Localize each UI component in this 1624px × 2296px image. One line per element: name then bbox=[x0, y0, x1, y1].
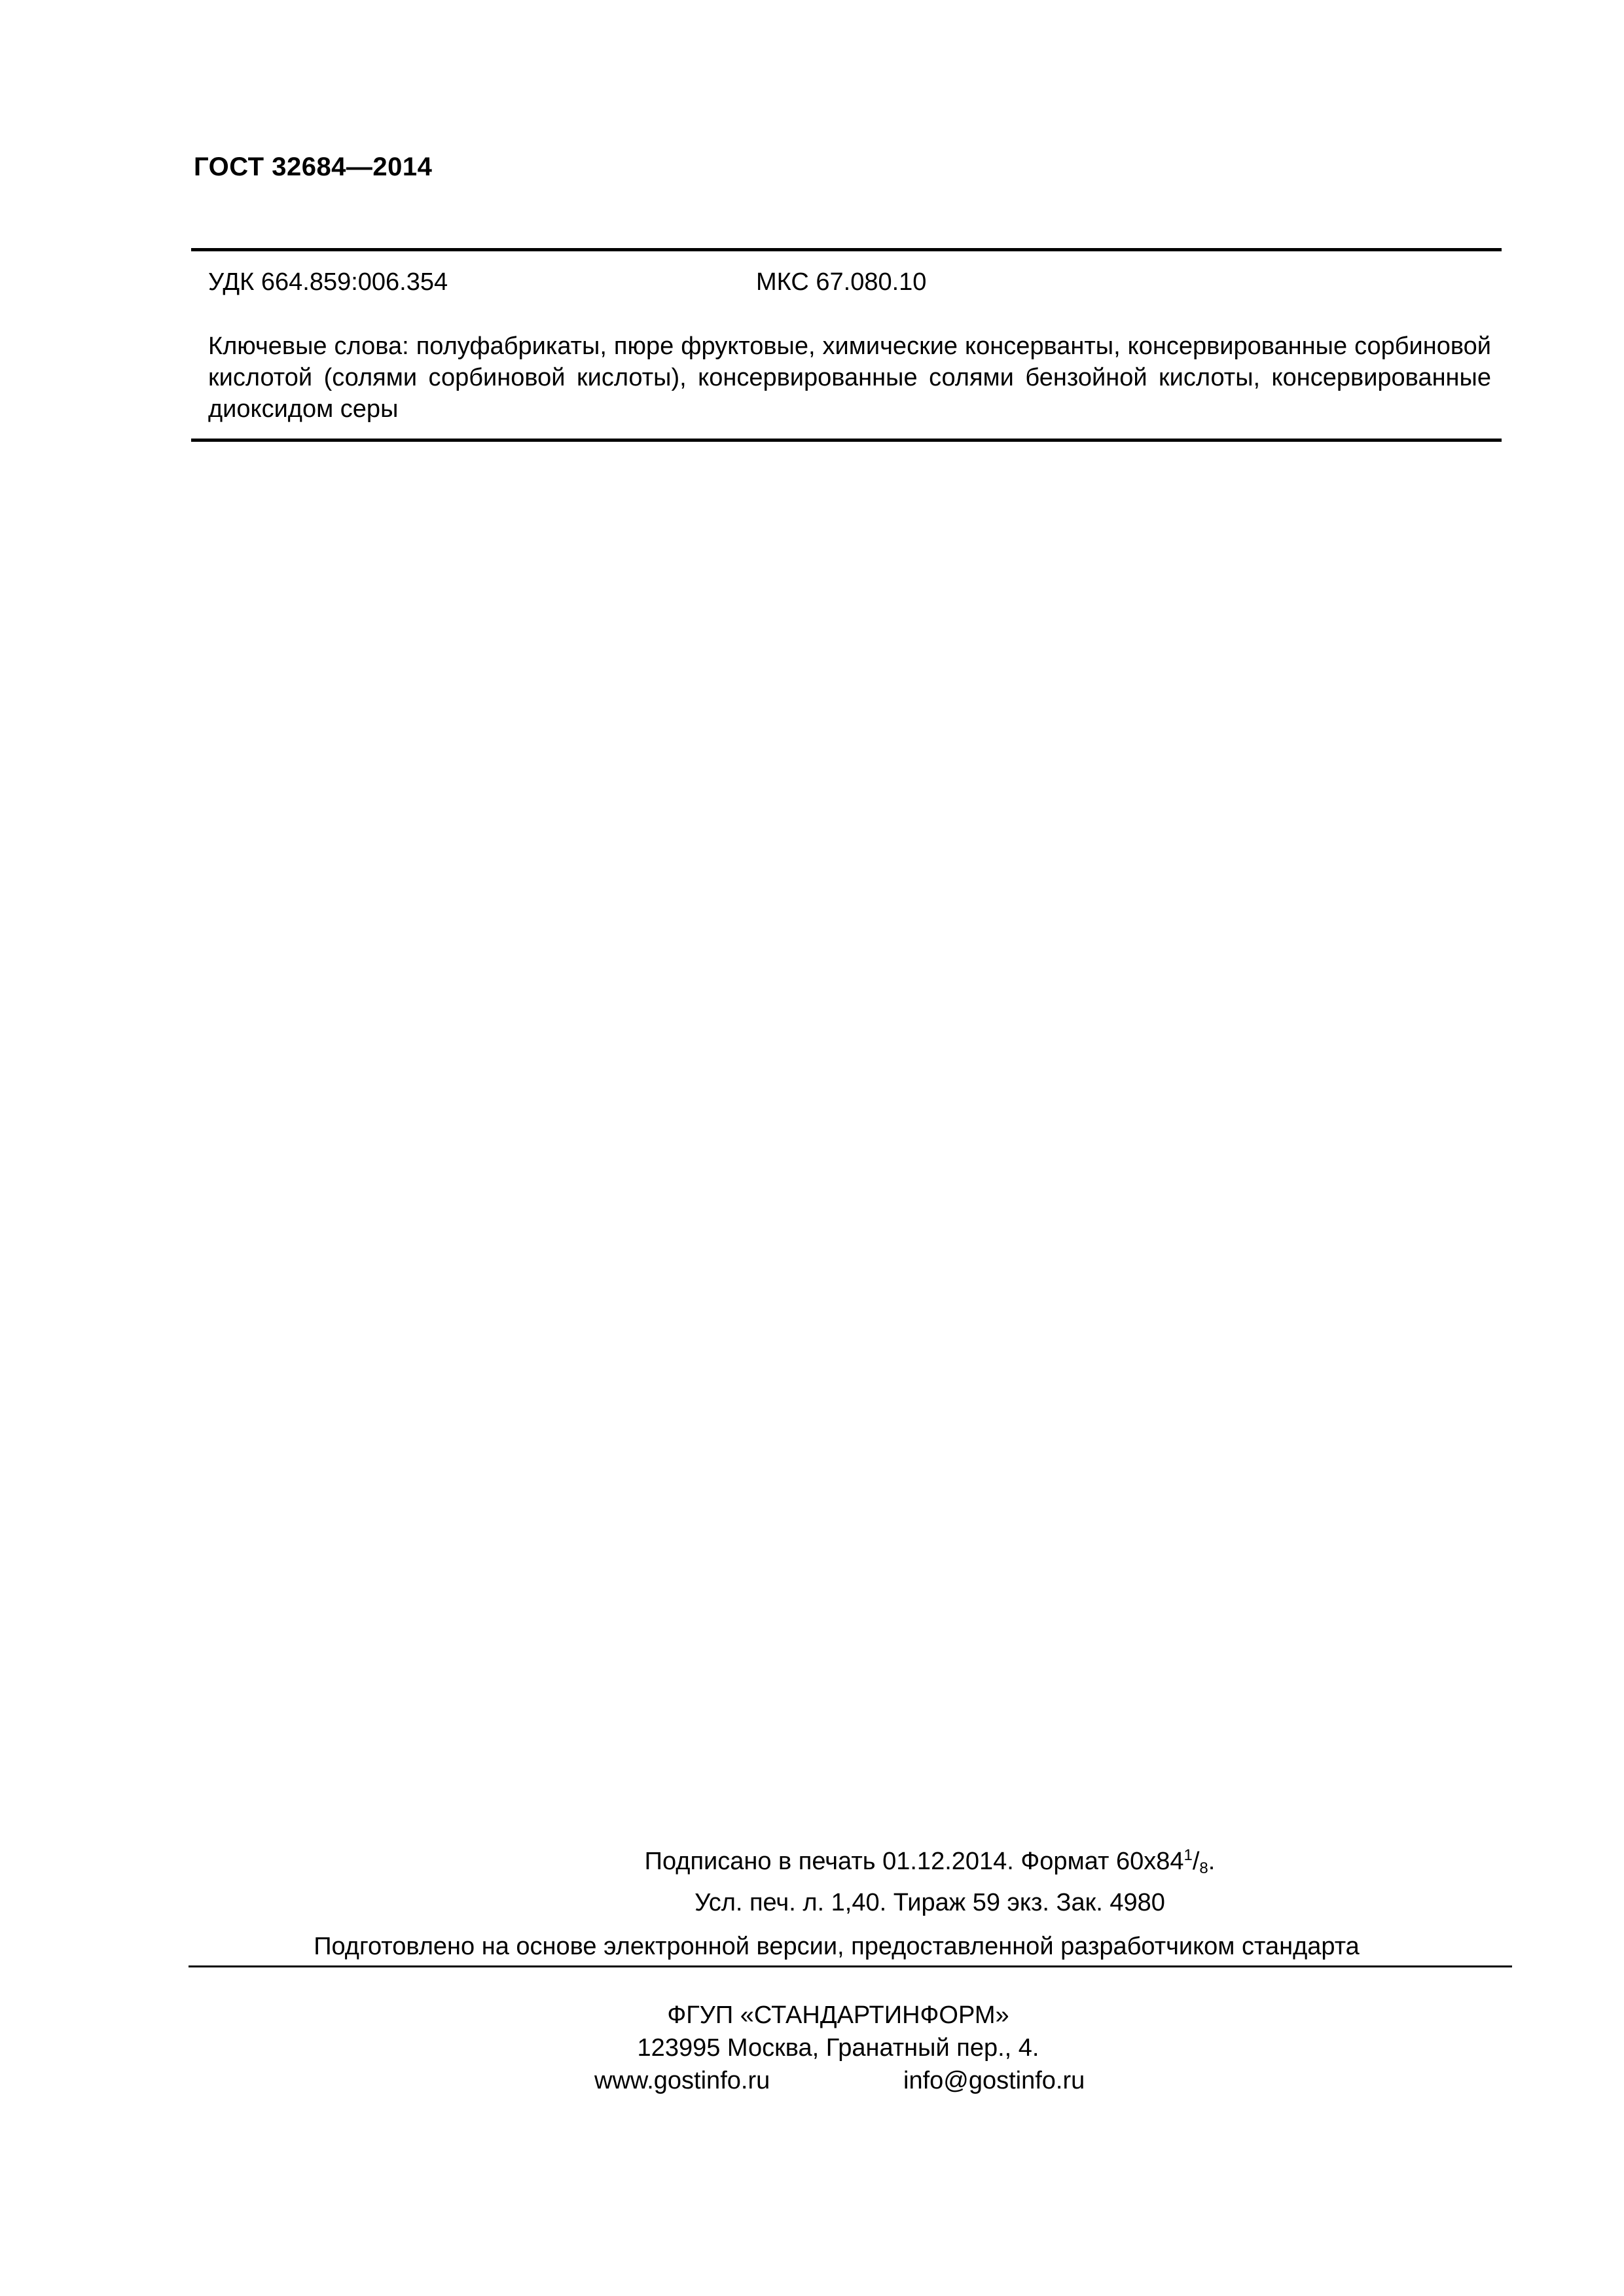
keywords-paragraph: Ключевые слова: полуфабрикаты, пюре фруктовые, химические консерванты, консервированные сорбиновой кислотой (солями сорбиновой кислоты), консервированные солями бензойной кислоты, консервированные диоксидом серы bbox=[208, 332, 1491, 423]
format-slash: / bbox=[1192, 1848, 1200, 1875]
footer-divider bbox=[189, 1965, 1512, 1967]
format-denominator: 8 bbox=[1199, 1859, 1208, 1877]
publisher-address: 123995 Москва, Гранатный пер., 4. bbox=[637, 2034, 1039, 2062]
publisher-email-link[interactable]: info@gostinfo.ru bbox=[903, 2067, 1085, 2094]
udk-code: УДК 664.859:006.354 bbox=[208, 268, 448, 296]
document-number: ГОСТ 32684—2014 bbox=[194, 152, 433, 181]
format-numerator: 1 bbox=[1183, 1846, 1193, 1864]
signed-to-print-line bbox=[0, 1846, 1624, 1877]
mks-code: МКС 67.080.10 bbox=[756, 268, 927, 296]
publisher-website-link[interactable]: www.gostinfo.ru bbox=[594, 2067, 770, 2094]
keywords-divider bbox=[191, 439, 1502, 442]
top-divider bbox=[191, 248, 1502, 251]
publisher-name: ФГУП «СТАНДАРТИНФОРМ» bbox=[667, 2001, 1009, 2029]
signed-text: Подписано в печать 01.12.2014. Формат 60х84 bbox=[644, 1848, 1184, 1875]
signed-suffix: . bbox=[1208, 1848, 1216, 1875]
prepared-note-line: Подготовлено на основе электронной версии, предоставленной разработчиком стандарта bbox=[314, 1933, 1360, 1960]
print-info-line: Усл. печ. л. 1,40. Тираж 59 экз. Зак. 4980 bbox=[695, 1889, 1165, 1916]
